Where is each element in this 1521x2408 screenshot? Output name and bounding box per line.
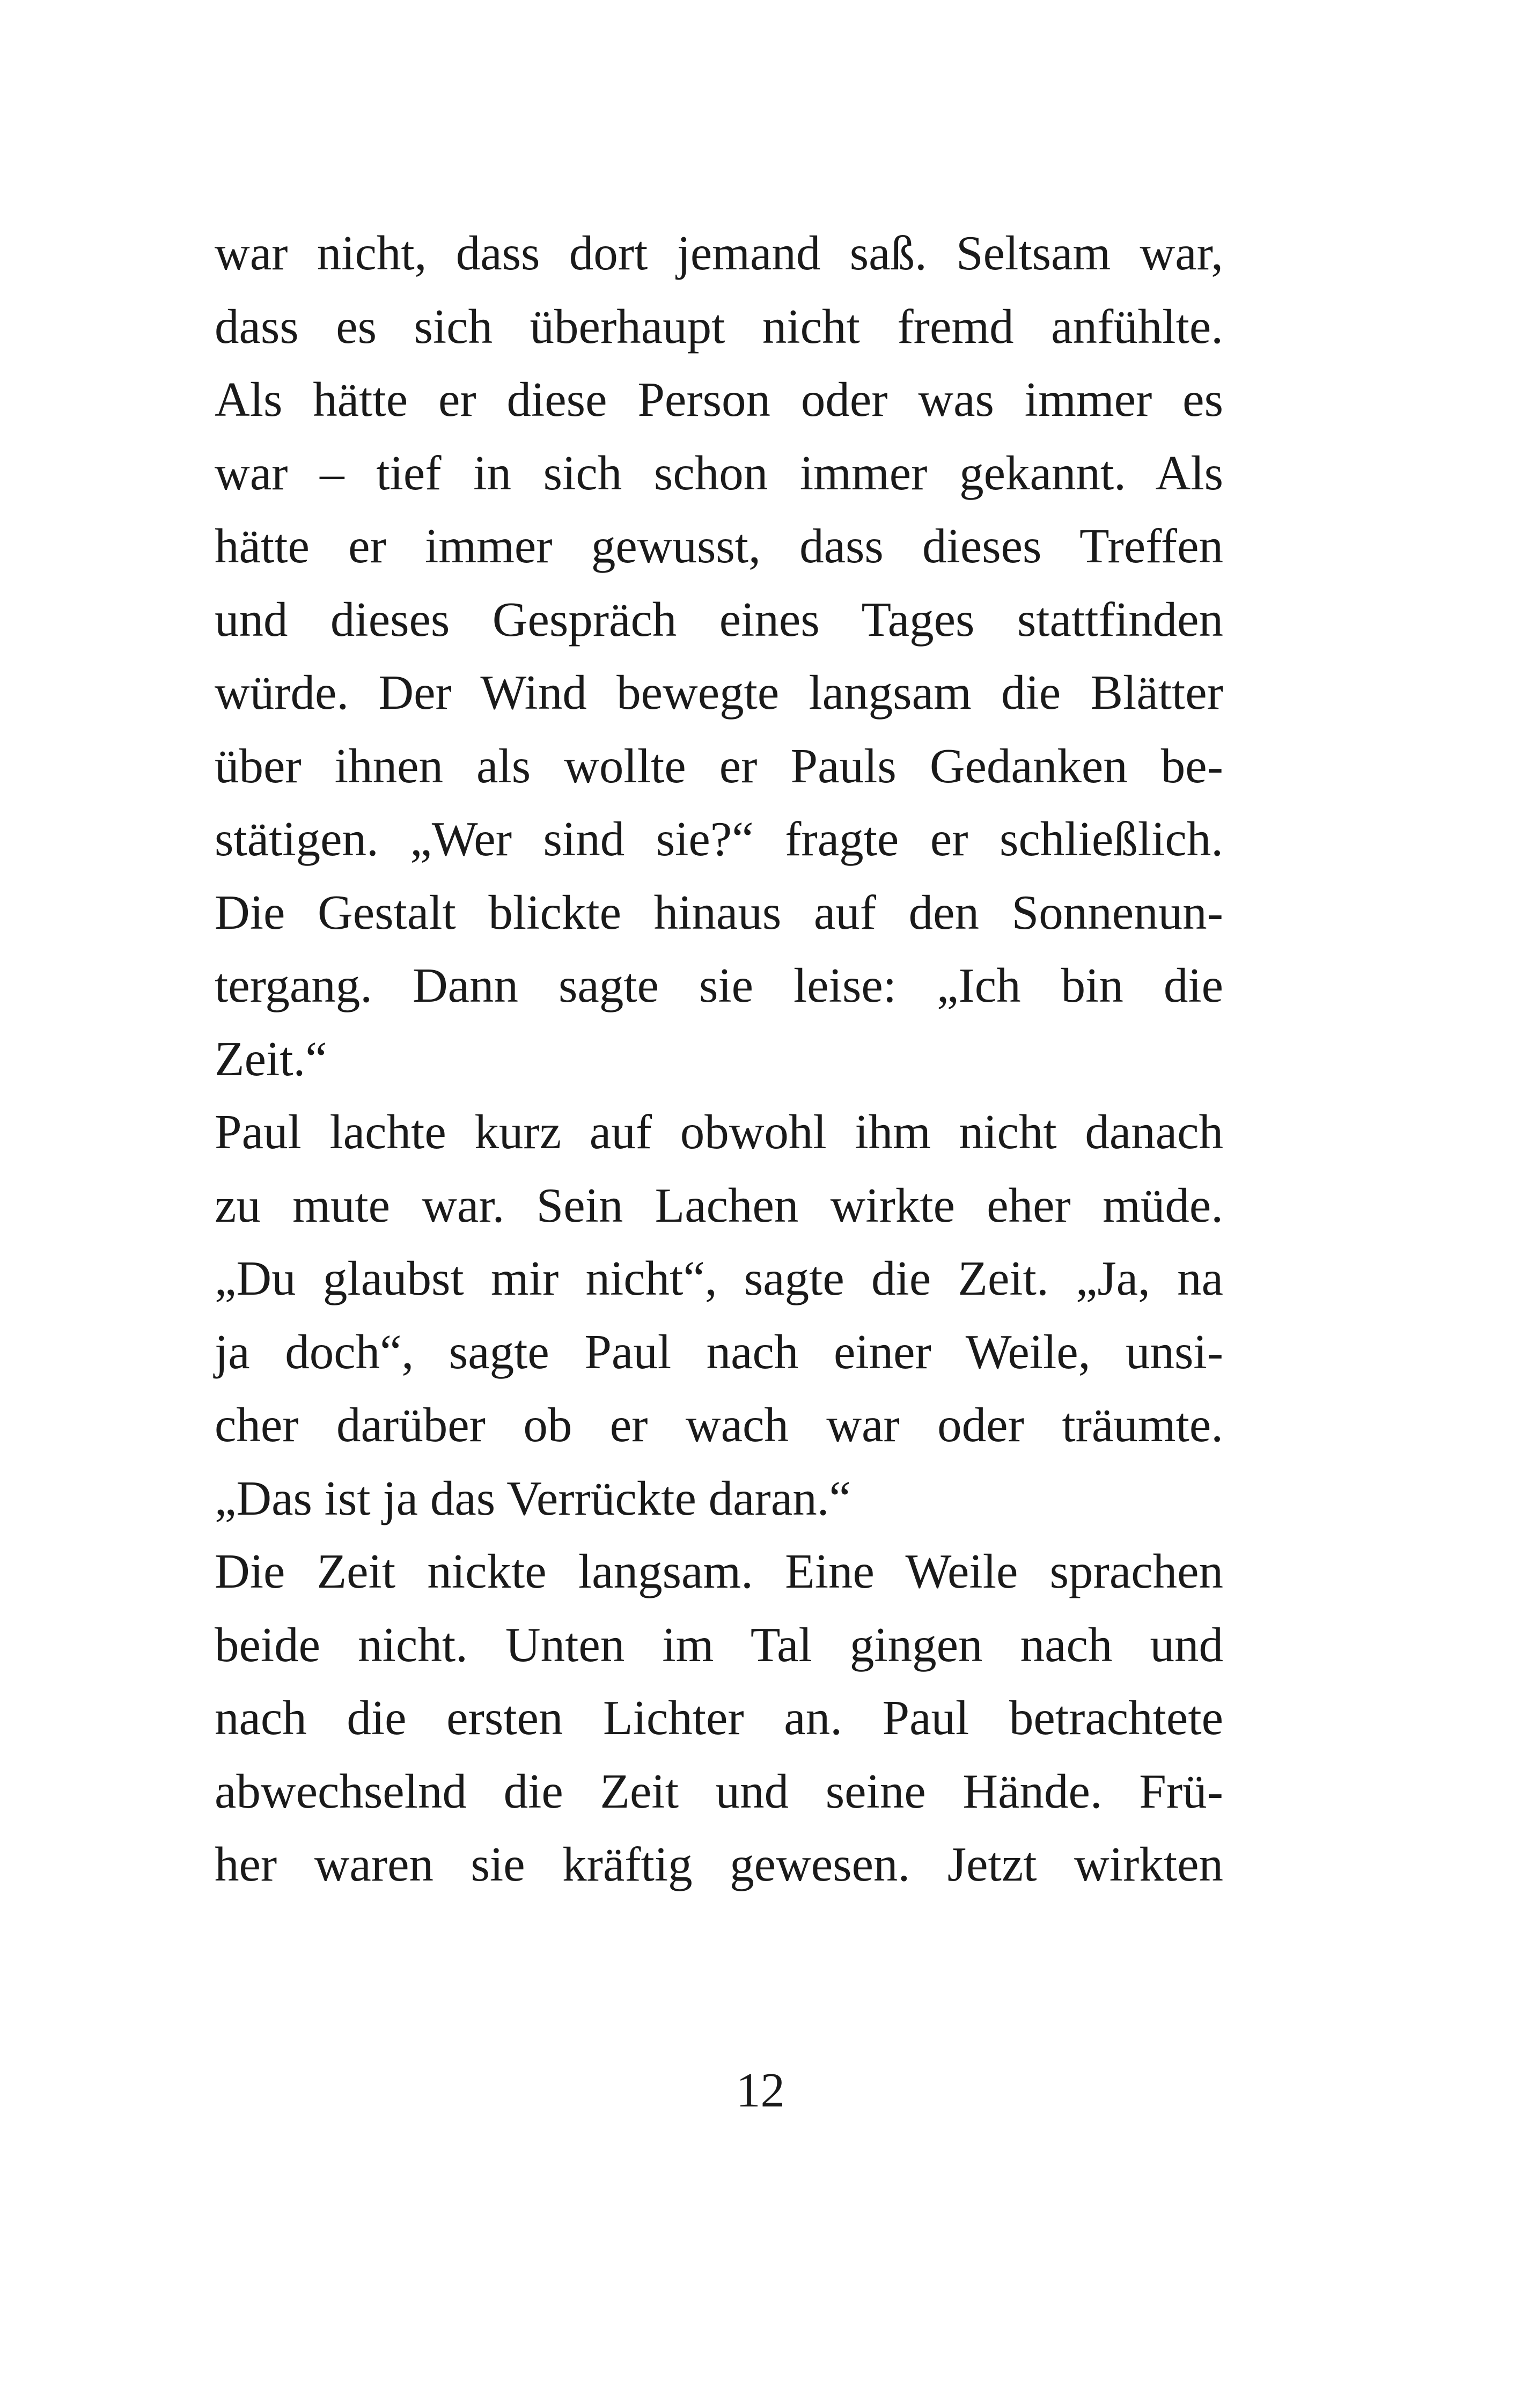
text-line: würde. Der Wind bewegte langsam die Blätter (215, 665, 1223, 720)
text-line: zu mute war. Sein Lachen wirkte eher müde. (215, 1178, 1223, 1232)
text-line: Die Zeit nickte langsam. Eine Weile sprachen (215, 1544, 1223, 1598)
text-line: Als hätte er diese Person oder was immer es (215, 372, 1223, 427)
text-line: Zeit.“ (215, 1031, 327, 1086)
text-line: beide nicht. Unten im Tal gingen nach und (215, 1617, 1223, 1672)
text-line: Paul lachte kurz auf obwohl ihm nicht danach (215, 1105, 1223, 1159)
text-line: über ihnen als wollte er Pauls Gedanken be- (215, 738, 1223, 793)
text-line: dass es sich überhaupt nicht fremd anfühlte. (215, 299, 1223, 354)
text-line: her waren sie kräftig gewesen. Jetzt wirkten (215, 1837, 1223, 1891)
text-line: cher darüber ob er wach war oder träumte. (215, 1398, 1223, 1452)
text-line: ja doch“, sagte Paul nach einer Weile, unsi- (215, 1324, 1223, 1379)
text-line: stätigen. „Wer sind sie?“ fragte er schließlich. (215, 812, 1223, 866)
text-line: „Das ist ja das Verrückte daran.“ (215, 1471, 851, 1525)
text-line: hätte er immer gewusst, dass dieses Treffen (215, 519, 1223, 573)
text-line: abwechselnd die Zeit und seine Hände. Frü- (215, 1764, 1223, 1818)
text-line: und dieses Gespräch eines Tages stattfinden (215, 592, 1223, 647)
page-number: 12 (736, 2063, 785, 2117)
text-line: tergang. Dann sagte sie leise: „Ich bin die (215, 958, 1223, 1012)
body-text (215, 217, 1223, 1902)
text-line: war – tief in sich schon immer gekannt. Als (215, 445, 1223, 500)
text-line: nach die ersten Lichter an. Paul betrachtete (215, 1691, 1223, 1745)
text-line: war nicht, dass dort jemand saß. Seltsam war, (215, 226, 1223, 280)
text-line: Die Gestalt blickte hinaus auf den Sonnenun- (215, 885, 1223, 939)
text-line: „Du glaubst mir nicht“, sagte die Zeit. „Ja, na (215, 1251, 1223, 1305)
